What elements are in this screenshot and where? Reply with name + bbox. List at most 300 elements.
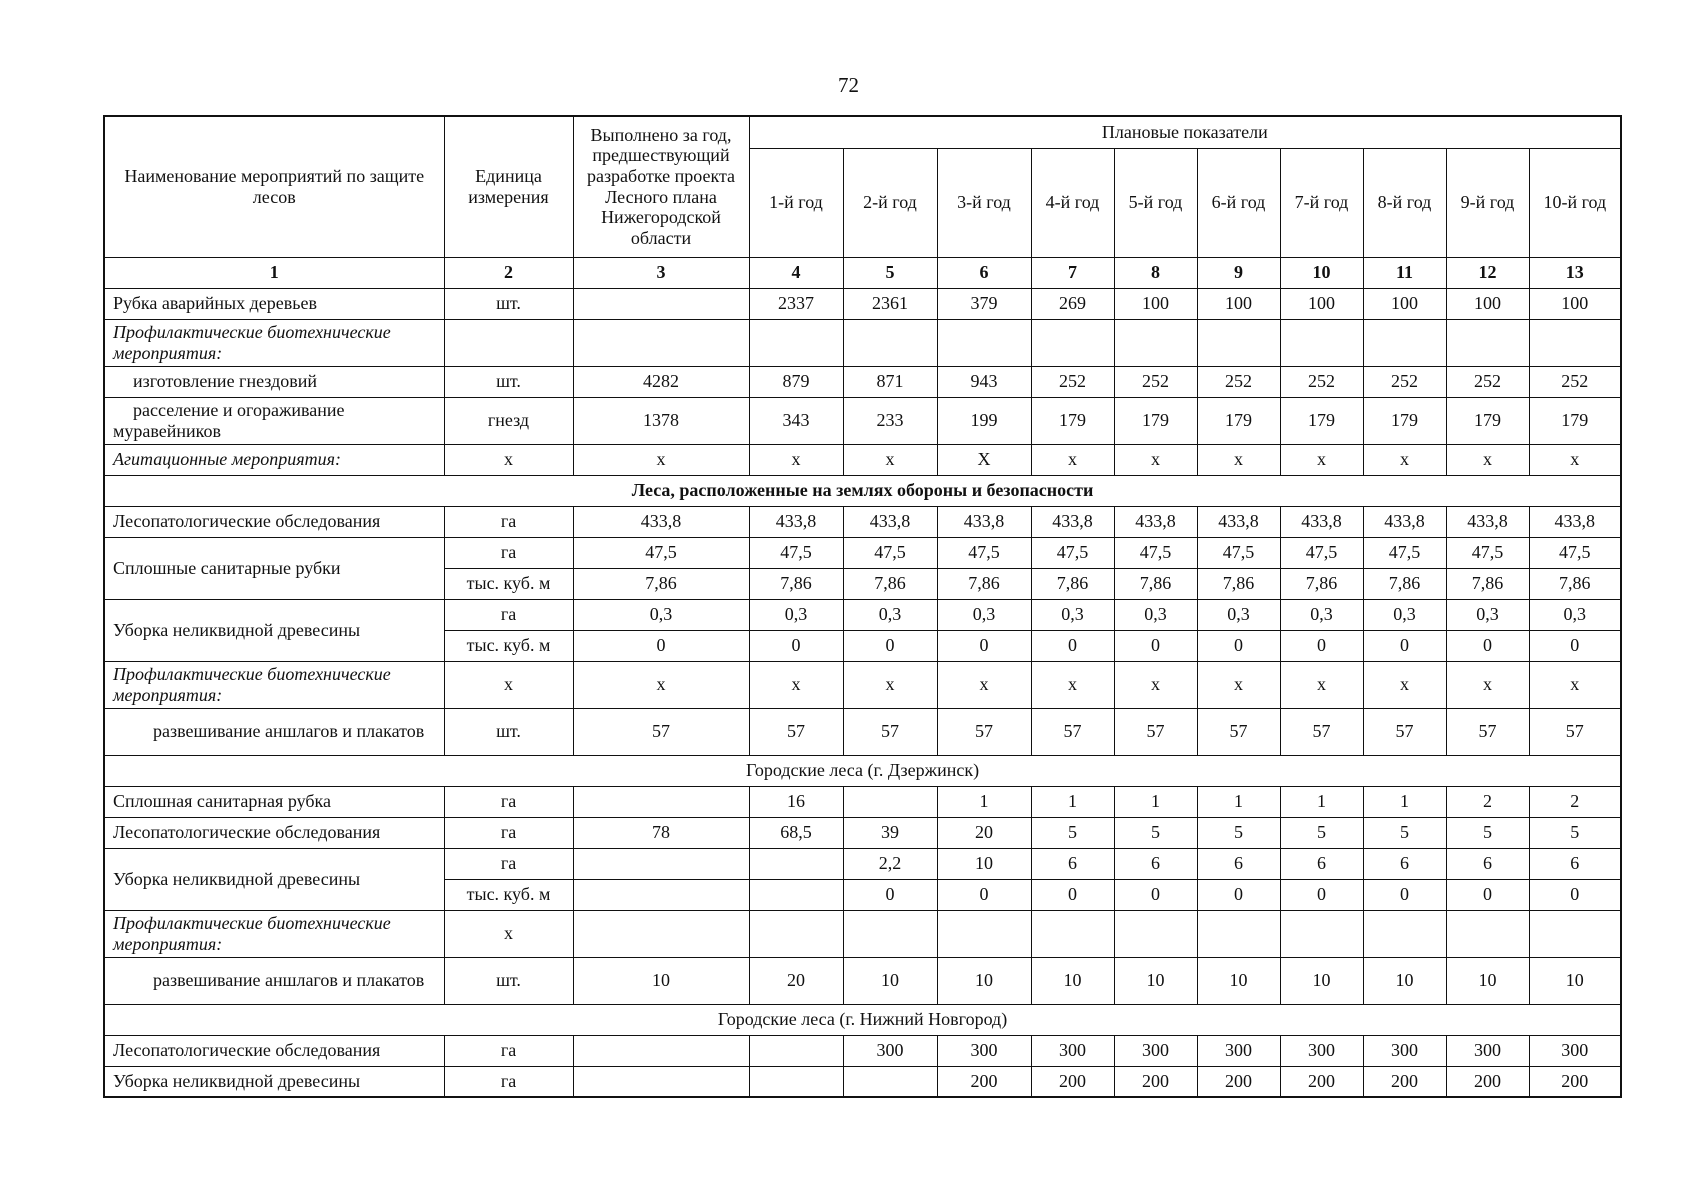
section-title: Леса, расположенные на землях обороны и безопасности	[104, 475, 1621, 506]
plan-value: 47,5	[1114, 537, 1197, 568]
plan-value: 39	[843, 817, 937, 848]
plan-value: 57	[843, 708, 937, 755]
plan-value: 0	[1363, 879, 1446, 910]
unit-cell: х	[444, 910, 573, 957]
plan-value: 200	[1031, 1066, 1114, 1097]
unit-cell: га	[444, 506, 573, 537]
plan-value: 47,5	[1031, 537, 1114, 568]
unit-cell: га	[444, 1035, 573, 1066]
header-year: 1-й год	[749, 148, 843, 257]
plan-value: 200	[1363, 1066, 1446, 1097]
plan-value: 300	[1197, 1035, 1280, 1066]
header-year: 6-й год	[1197, 148, 1280, 257]
plan-value: 252	[1280, 366, 1363, 397]
plan-value: 200	[1529, 1066, 1621, 1097]
unit-cell: га	[444, 537, 573, 568]
plan-value: х	[1114, 661, 1197, 708]
section-title: Городские леса (г. Нижний Новгород)	[104, 1004, 1621, 1035]
plan-value: 0,3	[1280, 599, 1363, 630]
header-year: 4-й год	[1031, 148, 1114, 257]
plan-value: х	[1446, 661, 1529, 708]
plan-value: 300	[1529, 1035, 1621, 1066]
plan-value: 47,5	[1529, 537, 1621, 568]
plan-value: 179	[1114, 397, 1197, 444]
plan-value: 252	[1446, 366, 1529, 397]
plan-value: 6	[1529, 848, 1621, 879]
plan-value: 0,3	[843, 599, 937, 630]
plan-value: 179	[1529, 397, 1621, 444]
done-value	[573, 1066, 749, 1097]
plan-value: 6	[1197, 848, 1280, 879]
plan-value: 0,3	[1031, 599, 1114, 630]
activity-name: Сплошные санитарные рубки	[104, 537, 444, 599]
unit-cell: тыс. куб. м	[444, 879, 573, 910]
plan-value	[937, 910, 1031, 957]
activity-name: развешивание аншлагов и плакатов	[104, 708, 444, 755]
done-value: 0,3	[573, 599, 749, 630]
plan-value: 879	[749, 366, 843, 397]
plan-value: 1	[937, 786, 1031, 817]
plan-value: 0	[1363, 630, 1446, 661]
plan-value: 300	[1446, 1035, 1529, 1066]
plan-value: 433,8	[1529, 506, 1621, 537]
plan-value: 5	[1114, 817, 1197, 848]
unit-cell: шт.	[444, 957, 573, 1004]
activity-name: Профилактические биотехнические мероприятия:	[104, 661, 444, 708]
plan-value: х	[1197, 661, 1280, 708]
table-row	[104, 661, 1621, 708]
plan-value: 0	[1446, 630, 1529, 661]
plan-value: 433,8	[1363, 506, 1446, 537]
unit-cell: гнезд	[444, 397, 573, 444]
column-number: 5	[843, 257, 937, 288]
column-number: 1	[104, 257, 444, 288]
plan-value: 0	[1197, 630, 1280, 661]
plan-value: 0	[1529, 630, 1621, 661]
done-value	[573, 910, 749, 957]
plan-value: 47,5	[843, 537, 937, 568]
plan-value: 7,86	[843, 568, 937, 599]
done-value	[573, 288, 749, 319]
plan-value: 433,8	[1446, 506, 1529, 537]
plan-value: х	[749, 444, 843, 475]
plan-value: 5	[1363, 817, 1446, 848]
table-row	[104, 1066, 1621, 1097]
done-value: 433,8	[573, 506, 749, 537]
plan-value	[749, 319, 843, 366]
plan-value: 7,86	[1280, 568, 1363, 599]
column-number: 11	[1363, 257, 1446, 288]
unit-cell	[444, 319, 573, 366]
plan-value: 233	[843, 397, 937, 444]
plan-value: х	[1280, 444, 1363, 475]
plan-value	[1363, 319, 1446, 366]
done-value	[573, 879, 749, 910]
unit-cell: га	[444, 1066, 573, 1097]
plan-value	[1197, 910, 1280, 957]
plan-value	[843, 1066, 937, 1097]
plan-value: 10	[843, 957, 937, 1004]
plan-value	[1363, 910, 1446, 957]
unit-cell: тыс. куб. м	[444, 568, 573, 599]
plan-value: 300	[937, 1035, 1031, 1066]
plan-value: х	[843, 444, 937, 475]
plan-value	[1529, 910, 1621, 957]
plan-value: 10	[1197, 957, 1280, 1004]
plan-value: 7,86	[1363, 568, 1446, 599]
column-number: 12	[1446, 257, 1529, 288]
plan-value: 47,5	[1363, 537, 1446, 568]
section-title: Городские леса (г. Дзержинск)	[104, 755, 1621, 786]
header-unit: Единица измерения	[444, 116, 573, 257]
unit-cell: х	[444, 661, 573, 708]
plan-value: 1	[1114, 786, 1197, 817]
activity-name: Уборка неликвидной древесины	[104, 848, 444, 910]
plan-value: 7,86	[937, 568, 1031, 599]
plan-value: 252	[1114, 366, 1197, 397]
plan-value: х	[1114, 444, 1197, 475]
table-row	[104, 957, 1621, 1004]
plan-value: Х	[937, 444, 1031, 475]
plan-value	[1529, 319, 1621, 366]
plan-value: 57	[749, 708, 843, 755]
plan-value: 871	[843, 366, 937, 397]
plan-value	[749, 879, 843, 910]
plan-value: 5	[1529, 817, 1621, 848]
header-year: 3-й год	[937, 148, 1031, 257]
plan-value: 7,86	[1529, 568, 1621, 599]
plan-value: 47,5	[1446, 537, 1529, 568]
plan-value: 2	[1446, 786, 1529, 817]
plan-value: 0,3	[749, 599, 843, 630]
plan-value: х	[937, 661, 1031, 708]
plan-value: 200	[1280, 1066, 1363, 1097]
unit-cell: га	[444, 599, 573, 630]
column-number: 4	[749, 257, 843, 288]
activity-name: расселение и огораживание муравейников	[104, 397, 444, 444]
plan-value	[843, 319, 937, 366]
done-value	[573, 319, 749, 366]
activity-name: Рубка аварийных деревьев	[104, 288, 444, 319]
column-number: 13	[1529, 257, 1621, 288]
plan-value	[1114, 319, 1197, 366]
plan-value: 0	[843, 630, 937, 661]
plan-value: 7,86	[1031, 568, 1114, 599]
unit-cell: шт.	[444, 288, 573, 319]
done-value: 7,86	[573, 568, 749, 599]
plan-value: 0,3	[1363, 599, 1446, 630]
header-name: Наименование мероприятий по защите лесов	[104, 116, 444, 257]
activity-name: Сплошная санитарная рубка	[104, 786, 444, 817]
plan-value: 200	[1197, 1066, 1280, 1097]
plan-value: 68,5	[749, 817, 843, 848]
plan-value: 269	[1031, 288, 1114, 319]
plan-value: 433,8	[1114, 506, 1197, 537]
done-value: 57	[573, 708, 749, 755]
column-number: 8	[1114, 257, 1197, 288]
plan-value: 10	[1363, 957, 1446, 1004]
plan-value: 100	[1363, 288, 1446, 319]
plan-value: 0,3	[937, 599, 1031, 630]
table-row	[104, 1035, 1621, 1066]
plan-value: х	[749, 661, 843, 708]
unit-cell: га	[444, 848, 573, 879]
plan-value	[749, 1066, 843, 1097]
plan-value: 0	[843, 879, 937, 910]
plan-value: 100	[1446, 288, 1529, 319]
plan-value: 179	[1363, 397, 1446, 444]
unit-cell: тыс. куб. м	[444, 630, 573, 661]
plan-value: 179	[1446, 397, 1529, 444]
done-value: 47,5	[573, 537, 749, 568]
plan-value: 2337	[749, 288, 843, 319]
activity-name: изготовление гнездовий	[104, 366, 444, 397]
plan-value: 1	[1280, 786, 1363, 817]
section-row	[104, 755, 1621, 786]
column-number: 9	[1197, 257, 1280, 288]
plan-value: х	[1197, 444, 1280, 475]
column-number: 3	[573, 257, 749, 288]
plan-value: 943	[937, 366, 1031, 397]
plan-value: 57	[1197, 708, 1280, 755]
plan-value: 300	[843, 1035, 937, 1066]
plan-value: 5	[1280, 817, 1363, 848]
plan-value	[1280, 910, 1363, 957]
plan-value: 199	[937, 397, 1031, 444]
table-row	[104, 397, 1621, 444]
plan-value: 57	[1031, 708, 1114, 755]
table-row	[104, 288, 1621, 319]
done-value: 4282	[573, 366, 749, 397]
plan-value: 0	[1114, 879, 1197, 910]
header-year: 8-й год	[1363, 148, 1446, 257]
section-row	[104, 475, 1621, 506]
table-row	[104, 817, 1621, 848]
plan-value	[749, 848, 843, 879]
plan-value: 10	[1280, 957, 1363, 1004]
plan-value: 6	[1031, 848, 1114, 879]
plan-value: 0	[937, 630, 1031, 661]
column-number: 10	[1280, 257, 1363, 288]
plan-value: 57	[1280, 708, 1363, 755]
plan-value	[1114, 910, 1197, 957]
plan-value: 16	[749, 786, 843, 817]
plan-value: х	[1529, 444, 1621, 475]
plan-value: 0	[1529, 879, 1621, 910]
plan-value: х	[1529, 661, 1621, 708]
plan-value: 1	[1197, 786, 1280, 817]
activity-name: Профилактические биотехнические мероприятия:	[104, 910, 444, 957]
plan-value	[937, 319, 1031, 366]
plan-value: 10	[937, 848, 1031, 879]
plan-value: 47,5	[749, 537, 843, 568]
activity-name: развешивание аншлагов и плакатов	[104, 957, 444, 1004]
plan-value: 5	[1031, 817, 1114, 848]
plan-value: х	[1446, 444, 1529, 475]
plan-value: 433,8	[1280, 506, 1363, 537]
plan-value: 100	[1280, 288, 1363, 319]
plan-value: 0	[937, 879, 1031, 910]
plan-value: 379	[937, 288, 1031, 319]
plan-value: 252	[1197, 366, 1280, 397]
done-value	[573, 1035, 749, 1066]
plan-value: 6	[1363, 848, 1446, 879]
plan-value: 0,3	[1446, 599, 1529, 630]
plan-value: 343	[749, 397, 843, 444]
plan-value	[1031, 319, 1114, 366]
plan-value: 57	[1529, 708, 1621, 755]
activity-name: Профилактические биотехнические мероприятия:	[104, 319, 444, 366]
plan-value: 10	[1114, 957, 1197, 1004]
done-value: х	[573, 444, 749, 475]
plan-value: 10	[937, 957, 1031, 1004]
plan-value: 0,3	[1114, 599, 1197, 630]
plan-value: 252	[1363, 366, 1446, 397]
done-value: 78	[573, 817, 749, 848]
activity-name: Лесопатологические обследования	[104, 817, 444, 848]
done-value: 1378	[573, 397, 749, 444]
plan-value: 300	[1280, 1035, 1363, 1066]
page-number: 72	[838, 73, 859, 97]
plan-value: 0	[1280, 630, 1363, 661]
plan-value: 57	[1114, 708, 1197, 755]
forest-protection-table	[103, 115, 1622, 1098]
column-number: 7	[1031, 257, 1114, 288]
plan-value: 433,8	[749, 506, 843, 537]
plan-value: 0	[1031, 879, 1114, 910]
activity-name: Лесопатологические обследования	[104, 1035, 444, 1066]
plan-value	[749, 910, 843, 957]
header-year: 9-й год	[1446, 148, 1529, 257]
plan-value: х	[1363, 444, 1446, 475]
plan-value: 57	[1363, 708, 1446, 755]
table-row	[104, 506, 1621, 537]
table-row	[104, 786, 1621, 817]
activity-name: Уборка неликвидной древесины	[104, 1066, 444, 1097]
plan-value: 10	[1031, 957, 1114, 1004]
plan-value: 0,3	[1197, 599, 1280, 630]
unit-cell: х	[444, 444, 573, 475]
plan-value: 20	[749, 957, 843, 1004]
plan-value: 57	[1446, 708, 1529, 755]
table-row	[104, 444, 1621, 475]
plan-value: 179	[1031, 397, 1114, 444]
plan-value	[1280, 319, 1363, 366]
plan-value: 6	[1446, 848, 1529, 879]
plan-value: 7,86	[749, 568, 843, 599]
plan-value: х	[1363, 661, 1446, 708]
plan-value: 2,2	[843, 848, 937, 879]
header-year: 2-й год	[843, 148, 937, 257]
plan-value: 0	[1446, 879, 1529, 910]
header-year: 5-й год	[1114, 148, 1197, 257]
plan-value: 7,86	[1197, 568, 1280, 599]
plan-value: 6	[1114, 848, 1197, 879]
done-value	[573, 848, 749, 879]
plan-value: 200	[1114, 1066, 1197, 1097]
plan-value: 300	[1114, 1035, 1197, 1066]
done-value: х	[573, 661, 749, 708]
done-value: 10	[573, 957, 749, 1004]
plan-value: 433,8	[1031, 506, 1114, 537]
plan-value: 0	[749, 630, 843, 661]
plan-value: 2361	[843, 288, 937, 319]
unit-cell: га	[444, 786, 573, 817]
plan-value: 5	[1446, 817, 1529, 848]
plan-value	[1197, 319, 1280, 366]
plan-value: 10	[1529, 957, 1621, 1004]
plan-value: 7,86	[1446, 568, 1529, 599]
table-row	[104, 599, 1621, 630]
plan-value: 100	[1197, 288, 1280, 319]
plan-value: 252	[1529, 366, 1621, 397]
plan-value: 0	[1114, 630, 1197, 661]
table-row	[104, 366, 1621, 397]
plan-value: 1	[1031, 786, 1114, 817]
section-row	[104, 1004, 1621, 1035]
header-year: 7-й год	[1280, 148, 1363, 257]
plan-value: 433,8	[1197, 506, 1280, 537]
header-year: 10-й год	[1529, 148, 1621, 257]
unit-cell: га	[444, 817, 573, 848]
plan-value	[1446, 910, 1529, 957]
done-value: 0	[573, 630, 749, 661]
plan-value: 179	[1280, 397, 1363, 444]
table-row	[104, 708, 1621, 755]
activity-name: Агитационные мероприятия:	[104, 444, 444, 475]
plan-value: 300	[1031, 1035, 1114, 1066]
plan-value: 7,86	[1114, 568, 1197, 599]
plan-value: 2	[1529, 786, 1621, 817]
plan-value: 300	[1363, 1035, 1446, 1066]
plan-value: 179	[1197, 397, 1280, 444]
plan-value: 433,8	[937, 506, 1031, 537]
plan-value: 0	[1197, 879, 1280, 910]
unit-cell: шт.	[444, 708, 573, 755]
plan-value: 0	[1280, 879, 1363, 910]
plan-value: 5	[1197, 817, 1280, 848]
table-row	[104, 848, 1621, 879]
plan-value: 0,3	[1529, 599, 1621, 630]
table-row	[104, 319, 1621, 366]
plan-value: х	[1031, 661, 1114, 708]
column-number: 6	[937, 257, 1031, 288]
plan-value	[749, 1035, 843, 1066]
plan-value	[843, 786, 937, 817]
plan-value: 47,5	[1197, 537, 1280, 568]
plan-value: х	[1031, 444, 1114, 475]
column-number: 2	[444, 257, 573, 288]
activity-name: Лесопатологические обследования	[104, 506, 444, 537]
plan-value: 1	[1363, 786, 1446, 817]
plan-value: 0	[1031, 630, 1114, 661]
unit-cell: шт.	[444, 366, 573, 397]
plan-value: 252	[1031, 366, 1114, 397]
plan-value: х	[843, 661, 937, 708]
plan-value	[1031, 910, 1114, 957]
plan-value	[843, 910, 937, 957]
table-row	[104, 910, 1621, 957]
plan-value: 47,5	[937, 537, 1031, 568]
plan-value: 6	[1280, 848, 1363, 879]
activity-name: Уборка неликвидной древесины	[104, 599, 444, 661]
plan-value: 100	[1529, 288, 1621, 319]
table-row	[104, 537, 1621, 568]
plan-value: 200	[937, 1066, 1031, 1097]
done-value	[573, 786, 749, 817]
header-planned: Плановые показатели	[749, 116, 1621, 148]
plan-value: 20	[937, 817, 1031, 848]
